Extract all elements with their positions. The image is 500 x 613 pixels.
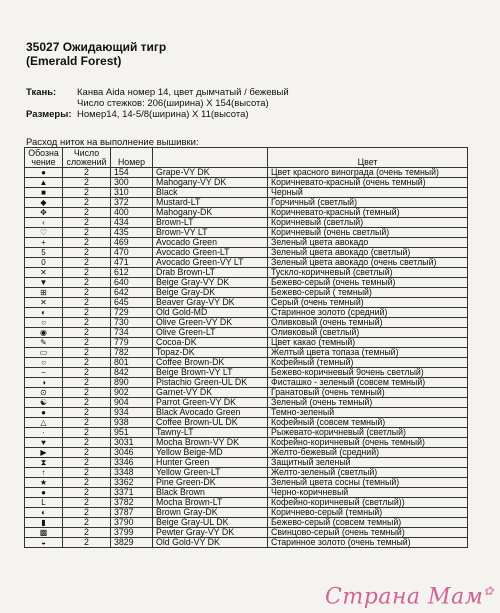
symbol-cell: ✎ [25,338,63,348]
thread-name-cell: Drab Brown-LT [153,268,268,278]
table-row [25,538,468,548]
symbol-cell: ↑ [25,468,63,478]
number-cell: 310 [111,188,153,198]
thread-name-cell: Yellow Beige-MD [153,448,268,458]
color-cell: Рыжевато-коричневый (светлый) [268,428,468,438]
color-cell: Кофейный (совсем темный) [268,418,468,428]
thread-name-cell: Mahogany-VY DK [153,178,268,188]
symbol-cell: ◐ [25,308,63,318]
thread-name-cell: Black Brown [153,488,268,498]
number-cell: 640 [111,278,153,288]
thread-name-cell: Coffee Brown-UL DK [153,418,268,428]
color-cell: Свинцово-серый (очень темный) [268,528,468,538]
number-cell: 3799 [111,528,153,538]
strands-cell: 2 [63,538,111,548]
color-cell: Зеленый цвета авокадо (светлый) [268,248,468,258]
table-row [25,188,468,198]
thread-name-cell: Pine Green-DK [153,478,268,488]
symbol-cell: △ [25,418,63,428]
table-row [25,488,468,498]
number-cell: 471 [111,258,153,268]
number-cell: 645 [111,298,153,308]
strands-cell: 2 [63,418,111,428]
strands-cell: 2 [63,288,111,298]
number-cell: 3346 [111,458,153,468]
number-cell: 902 [111,388,153,398]
table-row [25,378,468,388]
symbol-cell: ○ [25,358,63,368]
number-cell: 729 [111,308,153,318]
strands-cell: 2 [63,458,111,468]
color-cell: Зеленый цвета сосны (темный) [268,478,468,488]
table-row [25,208,468,218]
table-row [25,498,468,508]
table-row [25,268,468,278]
symbol-cell: − [25,368,63,378]
symbol-cell: ⧗ [25,458,63,468]
strands-cell: 2 [63,328,111,338]
thread-name-cell: Beige Gray-UL DK [153,518,268,528]
thread-name-cell: Old Gold-MD [153,308,268,318]
col-header-color: Цвет [268,148,468,168]
symbol-cell: ◆ [25,198,63,208]
thread-name-cell: Mocha Brown-VY DK [153,438,268,448]
color-cell: Коричневый (очень светлый) [268,228,468,238]
strands-cell: 2 [63,368,111,378]
table-row [25,318,468,328]
strands-cell: 2 [63,238,111,248]
strands-cell: 2 [63,278,111,288]
page-title: 35027 Ожидающий тигр [26,40,167,54]
strands-cell: 2 [63,478,111,488]
cherries-icon: ✿ [483,583,494,598]
number-cell: 434 [111,218,153,228]
color-cell: Черно-коричневый [268,488,468,498]
strands-cell: 2 [63,318,111,328]
thread-name-cell: Pistachio Green-UL DK [153,378,268,388]
col-header-strands: Число сложений [63,148,111,168]
strands-cell: 2 [63,298,111,308]
number-cell: 3790 [111,518,153,528]
table-row [25,308,468,318]
symbol-cell: · [25,428,63,438]
symbol-cell: ▩ [25,528,63,538]
thread-key-table [24,147,468,548]
symbol-cell: ♥ [25,438,63,448]
strands-cell: 2 [63,258,111,268]
table-row [25,408,468,418]
thread-name-cell: Beige Brown-VY LT [153,368,268,378]
number-cell: 400 [111,208,153,218]
color-cell: Коричневато-красный (очень темный) [268,178,468,188]
color-cell: Бежево-серый (совсем темный) [268,518,468,528]
table-row [25,478,468,488]
number-cell: 612 [111,268,153,278]
number-cell: 470 [111,248,153,258]
symbol-cell: ▶ [25,448,63,458]
color-cell: Старинное золото (средний) [268,308,468,318]
number-cell: 3046 [111,448,153,458]
thread-name-cell: Mustard-LT [153,198,268,208]
stitch-count: Число стежков: 206(ширина) X 154(высота) [77,98,269,109]
color-cell: Цвет красного винограда (очень темный) [268,168,468,178]
symbol-cell: ☯ [25,398,63,408]
color-cell: Защитный зеленый [268,458,468,468]
strands-cell: 2 [63,308,111,318]
thread-name-cell: Yellow Green-LT [153,468,268,478]
color-cell: Тускло-коричневый (светлый) [268,268,468,278]
thread-name-cell: Avocado Green-LT [153,248,268,258]
strands-cell: 2 [63,428,111,438]
symbol-cell: ✕ [25,298,63,308]
strands-cell: 2 [63,338,111,348]
number-cell: 3371 [111,488,153,498]
size-value: Номер14, 14-5/8(ширина) X 11(высота) [77,109,249,120]
thread-name-cell: Garnet-VY DK [153,388,268,398]
strands-cell: 2 [63,468,111,478]
table-row [25,258,468,268]
symbol-cell: ✕ [25,268,63,278]
symbol-cell: ◑ [25,378,63,388]
thread-name-cell: Hunter Green [153,458,268,468]
color-cell: Желтый цвета топаза (темный) [268,348,468,358]
symbol-cell: 0 [25,258,63,268]
color-cell: Старинное золото (очень темный) [268,538,468,548]
color-cell: Темно-зеленый [268,408,468,418]
number-cell: 3829 [111,538,153,548]
symbol-cell: L [25,498,63,508]
symbol-cell: ♡ [25,228,63,238]
number-cell: 300 [111,178,153,188]
table-row [25,428,468,438]
color-cell: Оливковый (светлый) [268,328,468,338]
page-subtitle: (Emerald Forest) [26,54,122,68]
symbol-cell: 5 [25,248,63,258]
col-header-name [153,148,268,168]
number-cell: 642 [111,288,153,298]
size-label: Размеры: [26,109,72,120]
color-cell: Коричневый (светлый) [268,218,468,228]
symbol-cell: ■ [25,188,63,198]
symbol-cell: ▲ [25,178,63,188]
strands-cell: 2 [63,248,111,258]
thread-name-cell: Olive Green-LT [153,328,268,338]
number-cell: 730 [111,318,153,328]
symbol-cell: ⊙ [25,388,63,398]
symbol-cell: ▭ [25,348,63,358]
symbol-cell: ▼ [25,278,63,288]
strands-cell: 2 [63,438,111,448]
thread-name-cell: Black [153,188,268,198]
table-header-row [25,148,468,168]
thread-name-cell: Beige Gray-VY DK [153,278,268,288]
number-cell: 435 [111,228,153,238]
thread-name-cell: Black Avocado Green [153,408,268,418]
table-row [25,278,468,288]
thread-name-cell: Grape-VY DK [153,168,268,178]
strands-cell: 2 [63,228,111,238]
symbol-cell: ◐ [25,508,63,518]
strands-cell: 2 [63,398,111,408]
color-cell: Бежево-серый ( темный) [268,288,468,298]
number-cell: 3787 [111,508,153,518]
thread-name-cell: Olive Green-VY DK [153,318,268,328]
strands-cell: 2 [63,448,111,458]
table-row [25,228,468,238]
table-row [25,388,468,398]
number-cell: 782 [111,348,153,358]
number-cell: 154 [111,168,153,178]
thread-name-cell: Beige Gray-DK [153,288,268,298]
number-cell: 951 [111,428,153,438]
col-header-symbol: Обозна чение [25,148,63,168]
table-row [25,508,468,518]
table-row [25,368,468,378]
color-cell: Желто-бежевый (средний) [268,448,468,458]
strands-cell: 2 [63,498,111,508]
symbol-cell: ○ [25,318,63,328]
number-cell: 3362 [111,478,153,488]
table-row [25,398,468,408]
number-cell: 842 [111,368,153,378]
symbol-cell: ✥ [25,208,63,218]
number-cell: 3348 [111,468,153,478]
color-cell: Кофейный (темный) [268,358,468,368]
symbol-cell: ● [25,488,63,498]
strands-cell: 2 [63,178,111,188]
color-cell: Коричнево-серый (темный) [268,508,468,518]
thread-name-cell: Topaz-DK [153,348,268,358]
thread-name-cell: Avocado Green-VY LT [153,258,268,268]
symbol-cell: ‹ [25,218,63,228]
color-cell: Желто-зеленый (светлый) [268,468,468,478]
strands-cell: 2 [63,168,111,178]
strands-cell: 2 [63,198,111,208]
color-cell: Гранатовый (очень темный) [268,388,468,398]
table-row [25,438,468,448]
table-row [25,468,468,478]
thread-name-cell: Tawny-LT [153,428,268,438]
strands-cell: 2 [63,528,111,538]
thread-name-cell: Brown-VY LT [153,228,268,238]
symbol-cell: ★ [25,478,63,488]
color-cell: Зеленый цвета авокадо [268,238,468,248]
color-cell: Фисташко - зеленый (совсем темный) [268,378,468,388]
number-cell: 890 [111,378,153,388]
table-row [25,178,468,188]
symbol-cell: + [25,238,63,248]
number-cell: 372 [111,198,153,208]
number-cell: 734 [111,328,153,338]
color-cell: Кофейно-коричневый (светлый)) [268,498,468,508]
symbol-cell: ● [25,408,63,418]
number-cell: 904 [111,398,153,408]
thread-name-cell: Beaver Gray-VY DK [153,298,268,308]
symbol-cell: ⊞ [25,288,63,298]
watermark-logo: Страна Мам✿ [325,583,494,609]
color-cell: Серый (очень темный) [268,298,468,308]
table-row [25,238,468,248]
thread-caption: Расход ниток на выполнение вышивки: [26,137,199,148]
thread-name-cell: Brown-LT [153,218,268,228]
table-row [25,288,468,298]
color-cell: Коричневато-красный (темный) [268,208,468,218]
strands-cell: 2 [63,358,111,368]
thread-name-cell: Brown Gray-DK [153,508,268,518]
table-row [25,198,468,208]
number-cell: 779 [111,338,153,348]
symbol-cell: ◉ [25,328,63,338]
color-cell: Бежево-коричневый 9очень светлый) [268,368,468,378]
strands-cell: 2 [63,268,111,278]
fabric-label: Ткань: [26,87,57,98]
table-row [25,168,468,178]
strands-cell: 2 [63,508,111,518]
symbol-cell: ◒ [25,538,63,548]
table-row [25,338,468,348]
thread-name-cell: Cocoa-DK [153,338,268,348]
number-cell: 469 [111,238,153,248]
color-cell: Зеленый (очень темный) [268,398,468,408]
table-row [25,248,468,258]
thread-name-cell: Old Gold-VY DK [153,538,268,548]
number-cell: 3031 [111,438,153,448]
table-row [25,358,468,368]
color-cell: Зеленый цвета авокадо (очень светлый) [268,258,468,268]
symbol-cell: ● [25,168,63,178]
symbol-cell: ▮ [25,518,63,528]
number-cell: 938 [111,418,153,428]
thread-name-cell: Parrot Green-VY DK [153,398,268,408]
color-cell: Горчичный (светлый) [268,198,468,208]
thread-name-cell: Mahogany-DK [153,208,268,218]
fabric-value: Канва Aida номер 14, цвет дымчатый / бежевый [77,87,289,98]
strands-cell: 2 [63,388,111,398]
table-row [25,328,468,338]
thread-name-cell: Mocha Brown-LT [153,498,268,508]
thread-name-cell: Avocado Green [153,238,268,248]
number-cell: 3782 [111,498,153,508]
thread-name-cell: Pewter Gray-VY DK [153,528,268,538]
table-row [25,518,468,528]
color-cell: Цвет какао (темный) [268,338,468,348]
thread-name-cell: Coffee Brown-DK [153,358,268,368]
strands-cell: 2 [63,488,111,498]
color-cell: Черный [268,188,468,198]
table-row [25,528,468,538]
table-row [25,218,468,228]
strands-cell: 2 [63,378,111,388]
number-cell: 934 [111,408,153,418]
strands-cell: 2 [63,208,111,218]
strands-cell: 2 [63,408,111,418]
table-row [25,448,468,458]
strands-cell: 2 [63,518,111,528]
color-cell: Бежево-серый (очень темный) [268,278,468,288]
strands-cell: 2 [63,348,111,358]
strands-cell: 2 [63,218,111,228]
color-cell: Кофейно-коричневый (очень темный) [268,438,468,448]
number-cell: 801 [111,358,153,368]
color-cell: Оливковый (очень темный) [268,318,468,328]
table-row [25,418,468,428]
table-row [25,298,468,308]
strands-cell: 2 [63,188,111,198]
table-row [25,348,468,358]
table-row [25,458,468,468]
col-header-number: Номер [111,148,153,168]
